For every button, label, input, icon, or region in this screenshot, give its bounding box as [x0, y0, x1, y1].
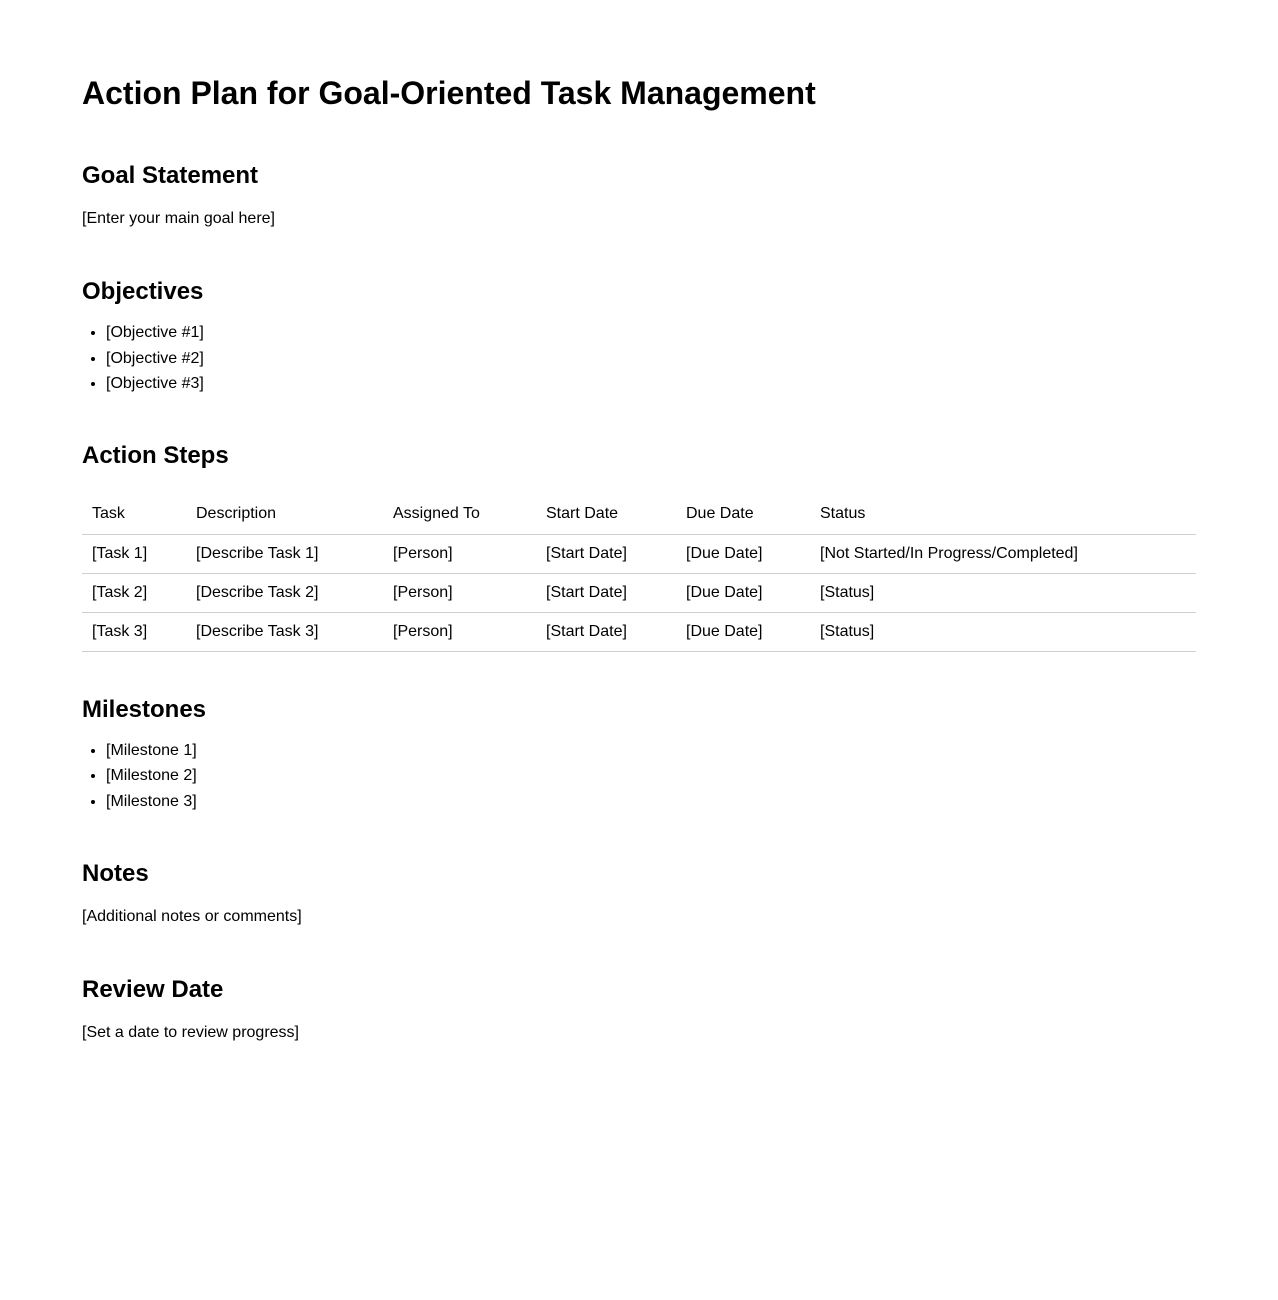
description-cell: [Describe Task 1]	[186, 534, 383, 573]
objectives-heading: Objectives	[82, 278, 204, 305]
start-date-cell: [Start Date]	[536, 534, 676, 573]
milestone-item: • [Milestone 2]	[106, 766, 1196, 792]
action-steps-table	[82, 495, 1196, 652]
due-date-cell: [Due Date]	[676, 612, 810, 651]
table-row	[82, 534, 1196, 573]
task-cell: [Task 1]	[82, 534, 186, 573]
action-steps-section	[82, 441, 1196, 652]
objectives-section	[82, 277, 1196, 400]
status-cell: [Not Started/In Progress/Completed]	[810, 534, 1196, 573]
assigned-to-cell: [Person]	[383, 612, 536, 651]
milestone-item: • [Milestone 3]	[106, 792, 1196, 818]
column-header-due-date: Due Date	[676, 495, 810, 535]
due-date-cell: [Due Date]	[676, 534, 810, 573]
status-cell: [Status]	[810, 612, 1196, 651]
table-row	[82, 612, 1196, 651]
notes-section	[82, 859, 1196, 927]
status-cell: [Status]	[810, 573, 1196, 612]
column-header-task: Task	[82, 495, 186, 535]
page-title: Action Plan for Goal-Oriented Task Management	[82, 75, 816, 111]
milestone-item: • [Milestone 1]	[106, 741, 1196, 767]
milestones-section	[82, 695, 1196, 818]
start-date-cell: [Start Date]	[536, 612, 676, 651]
notes-text: [Additional notes or comments]	[82, 908, 302, 925]
objective-item: • [Objective #3]	[106, 374, 1196, 400]
table-header-row	[82, 495, 1196, 535]
column-header-start-date: Start Date	[536, 495, 676, 535]
goal-text: [Enter your main goal here]	[82, 210, 275, 227]
review-date-section	[82, 975, 1196, 1043]
goal-section	[82, 161, 1196, 229]
table-row	[82, 573, 1196, 612]
column-header-status: Status	[810, 495, 1196, 535]
assigned-to-cell: [Person]	[383, 573, 536, 612]
description-cell: [Describe Task 2]	[186, 573, 383, 612]
action-steps-heading: Action Steps	[82, 441, 229, 469]
objectives-list	[82, 323, 1196, 400]
review-date-heading: Review Date	[82, 976, 224, 1003]
milestones-list	[82, 741, 1196, 818]
assigned-to-cell: [Person]	[383, 534, 536, 573]
objective-item: • [Objective #2]	[106, 349, 1196, 375]
milestones-heading: Milestones	[82, 695, 207, 723]
description-cell: [Describe Task 3]	[186, 612, 383, 651]
due-date-cell: [Due Date]	[676, 573, 810, 612]
start-date-cell: [Start Date]	[536, 573, 676, 612]
task-cell: [Task 3]	[82, 612, 186, 651]
review-date-text: [Set a date to review progress]	[82, 1024, 299, 1041]
task-cell: [Task 2]	[82, 573, 186, 612]
column-header-assigned-to: Assigned To	[383, 495, 536, 535]
objective-item: • [Objective #1]	[106, 323, 1196, 349]
goal-heading: Goal Statement	[82, 162, 259, 189]
notes-heading: Notes	[82, 860, 149, 887]
column-header-description: Description	[186, 495, 383, 535]
